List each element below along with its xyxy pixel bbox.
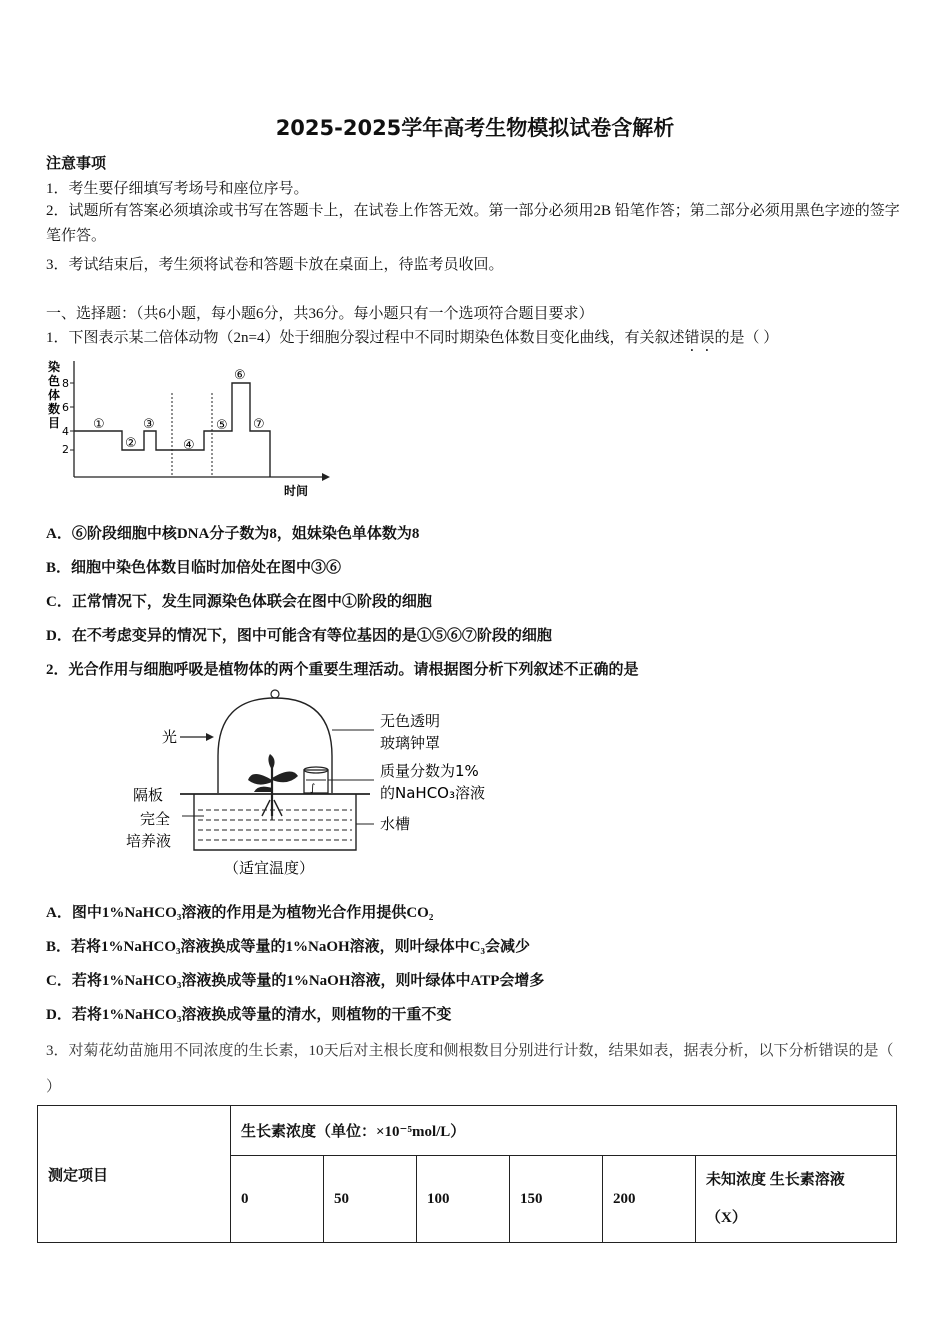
table-unknown-line-1: 未知浓度 生长素溶液 [706, 1172, 845, 1188]
q1-stage-5: ⑤ [216, 418, 228, 433]
table-conc-0: 0 [231, 1156, 324, 1243]
q1-x-arrow [322, 473, 330, 481]
q1-stem-main: 1．下图表示某二倍体动物（2n=4）处于细胞分裂过程中不同时期染色体数目变化曲线，有关叙述 [46, 330, 685, 346]
svg-text:∫: ∫ [310, 783, 316, 794]
page-title: 2025-2025学年高考生物模拟试卷含解析 [275, 116, 675, 140]
q1-ytick-4: 4 [62, 425, 69, 438]
table-conc-100: 100 [417, 1156, 510, 1243]
q1-xlabel: 时间 [284, 484, 309, 498]
table-conc-unknown [696, 1156, 897, 1243]
q1-option-c: C．正常情况下，发生同源染色体联会在图中①阶段的细胞 [46, 594, 432, 610]
table-conc-150: 150 [510, 1156, 603, 1243]
tank-label: 水槽 [380, 815, 411, 833]
table-group-header: 生长素浓度（单位：×10⁻⁵mol/L） [231, 1106, 897, 1156]
q1-option-a: A．⑥阶段细胞中核DNA分子数为8，姐妹染色单体数为8 [46, 526, 420, 542]
q1-chromosome-chart [44, 355, 334, 500]
table-row-header: 测定项目 [38, 1106, 231, 1243]
table-conc-50: 50 [324, 1156, 417, 1243]
q1-ytick-6: 6 [62, 401, 69, 414]
temperature-label: （适宜温度） [224, 859, 315, 877]
q1-option-d: D．在不考虑变异的情况下，图中可能含有等位基因的是①⑤⑥⑦阶段的细胞 [46, 628, 552, 644]
partition-label: 隔板 [133, 786, 164, 804]
q2-option-b: B．若将1%NaHCO₃溶液换成等量的1%NaOH溶液，则叶绿体中C₃会减少 [46, 939, 531, 955]
q2-option-a: A．图中1%NaHCO₃溶液的作用是为植物光合作用提供CO₂ [46, 905, 434, 921]
q1-option-b: B．细胞中染色体数目临时加倍处在图中③⑥ [46, 560, 342, 576]
q3-stem: 3．对菊花幼苗施用不同浓度的生长素，10天后对主根长度和侧根数目分别进行计数，结果如表，据表分析，以下分析错误的是（ ） [46, 1043, 894, 1095]
q2-option-d: D．若将1%NaHCO₃溶液换成等量的清水，则植物的干重不变 [46, 1007, 452, 1023]
bell-jar-label-2: 玻璃钟罩 [380, 734, 441, 752]
solution-label-1: 质量分数为1% [380, 762, 479, 780]
light-arrow-icon [206, 733, 214, 741]
q1-stage-4: ④ [183, 438, 195, 453]
q1-stage-1: ① [93, 417, 105, 432]
q2-apparatus-diagram [120, 688, 520, 884]
q1-ytick-2: 2 [62, 443, 69, 456]
table-conc-200: 200 [603, 1156, 696, 1243]
q1-stage-7: ⑦ [253, 417, 265, 432]
q1-ylabel-char: 色 [48, 374, 61, 388]
beaker-icon [304, 767, 328, 794]
table-unknown-line-2: （X） [706, 1210, 747, 1226]
q1-stage-6: ⑥ [234, 368, 246, 383]
notice-item-1: 1．考生要仔细填写考场号和座位序号。 [46, 181, 309, 197]
solution-label-2: 的NaHCO₃溶液 [380, 784, 485, 802]
q3-data-table [37, 1105, 897, 1243]
q2-option-c: C．若将1%NaHCO₃溶液换成等量的1%NaOH溶液，则叶绿体中ATP会增多 [46, 973, 545, 989]
q1-stage-2: ② [125, 436, 137, 451]
light-label: 光 [162, 728, 178, 746]
q1-ytick-8: 8 [62, 377, 69, 390]
medium-label-2: 培养液 [126, 832, 172, 850]
q1-stem-tail: 的是（ ） [714, 330, 779, 346]
q1-stem-emphasis: 错误 [684, 330, 715, 346]
medium-label-1: 完全 [140, 810, 171, 828]
notice-heading: 注意事项 [46, 156, 107, 172]
q1-ylabel-char: 体 [48, 388, 61, 402]
section-heading: 一、选择题：（共6小题，每小题6分，共36分。每小题只有一个选项符合题目要求） [46, 306, 594, 322]
bell-jar-label-1: 无色透明 [380, 712, 441, 730]
q1-ylabel-char: 数 [48, 402, 61, 416]
q1-stem [46, 326, 778, 355]
notice-item-2: 2．试题所有答案必须填涂或书写在答题卡上，在试卷上作答无效。第一部分必须用2B 铅笔作答；第二部分必须用黑色字迹的签字笔作答。 [46, 203, 900, 244]
q2-stem: 2．光合作用与细胞呼吸是植物体的两个重要生理活动。请根据图分析下列叙述不正确的是 [46, 662, 639, 678]
bell-jar-knob [271, 690, 279, 698]
q1-stage-3: ③ [143, 417, 155, 432]
q1-ylabel-char: 目 [48, 416, 61, 430]
notice-item-3: 3．考试结束后，考生须将试卷和答题卡放在桌面上，待监考员收回。 [46, 257, 504, 273]
q1-ylabel-char: 染 [48, 360, 61, 374]
